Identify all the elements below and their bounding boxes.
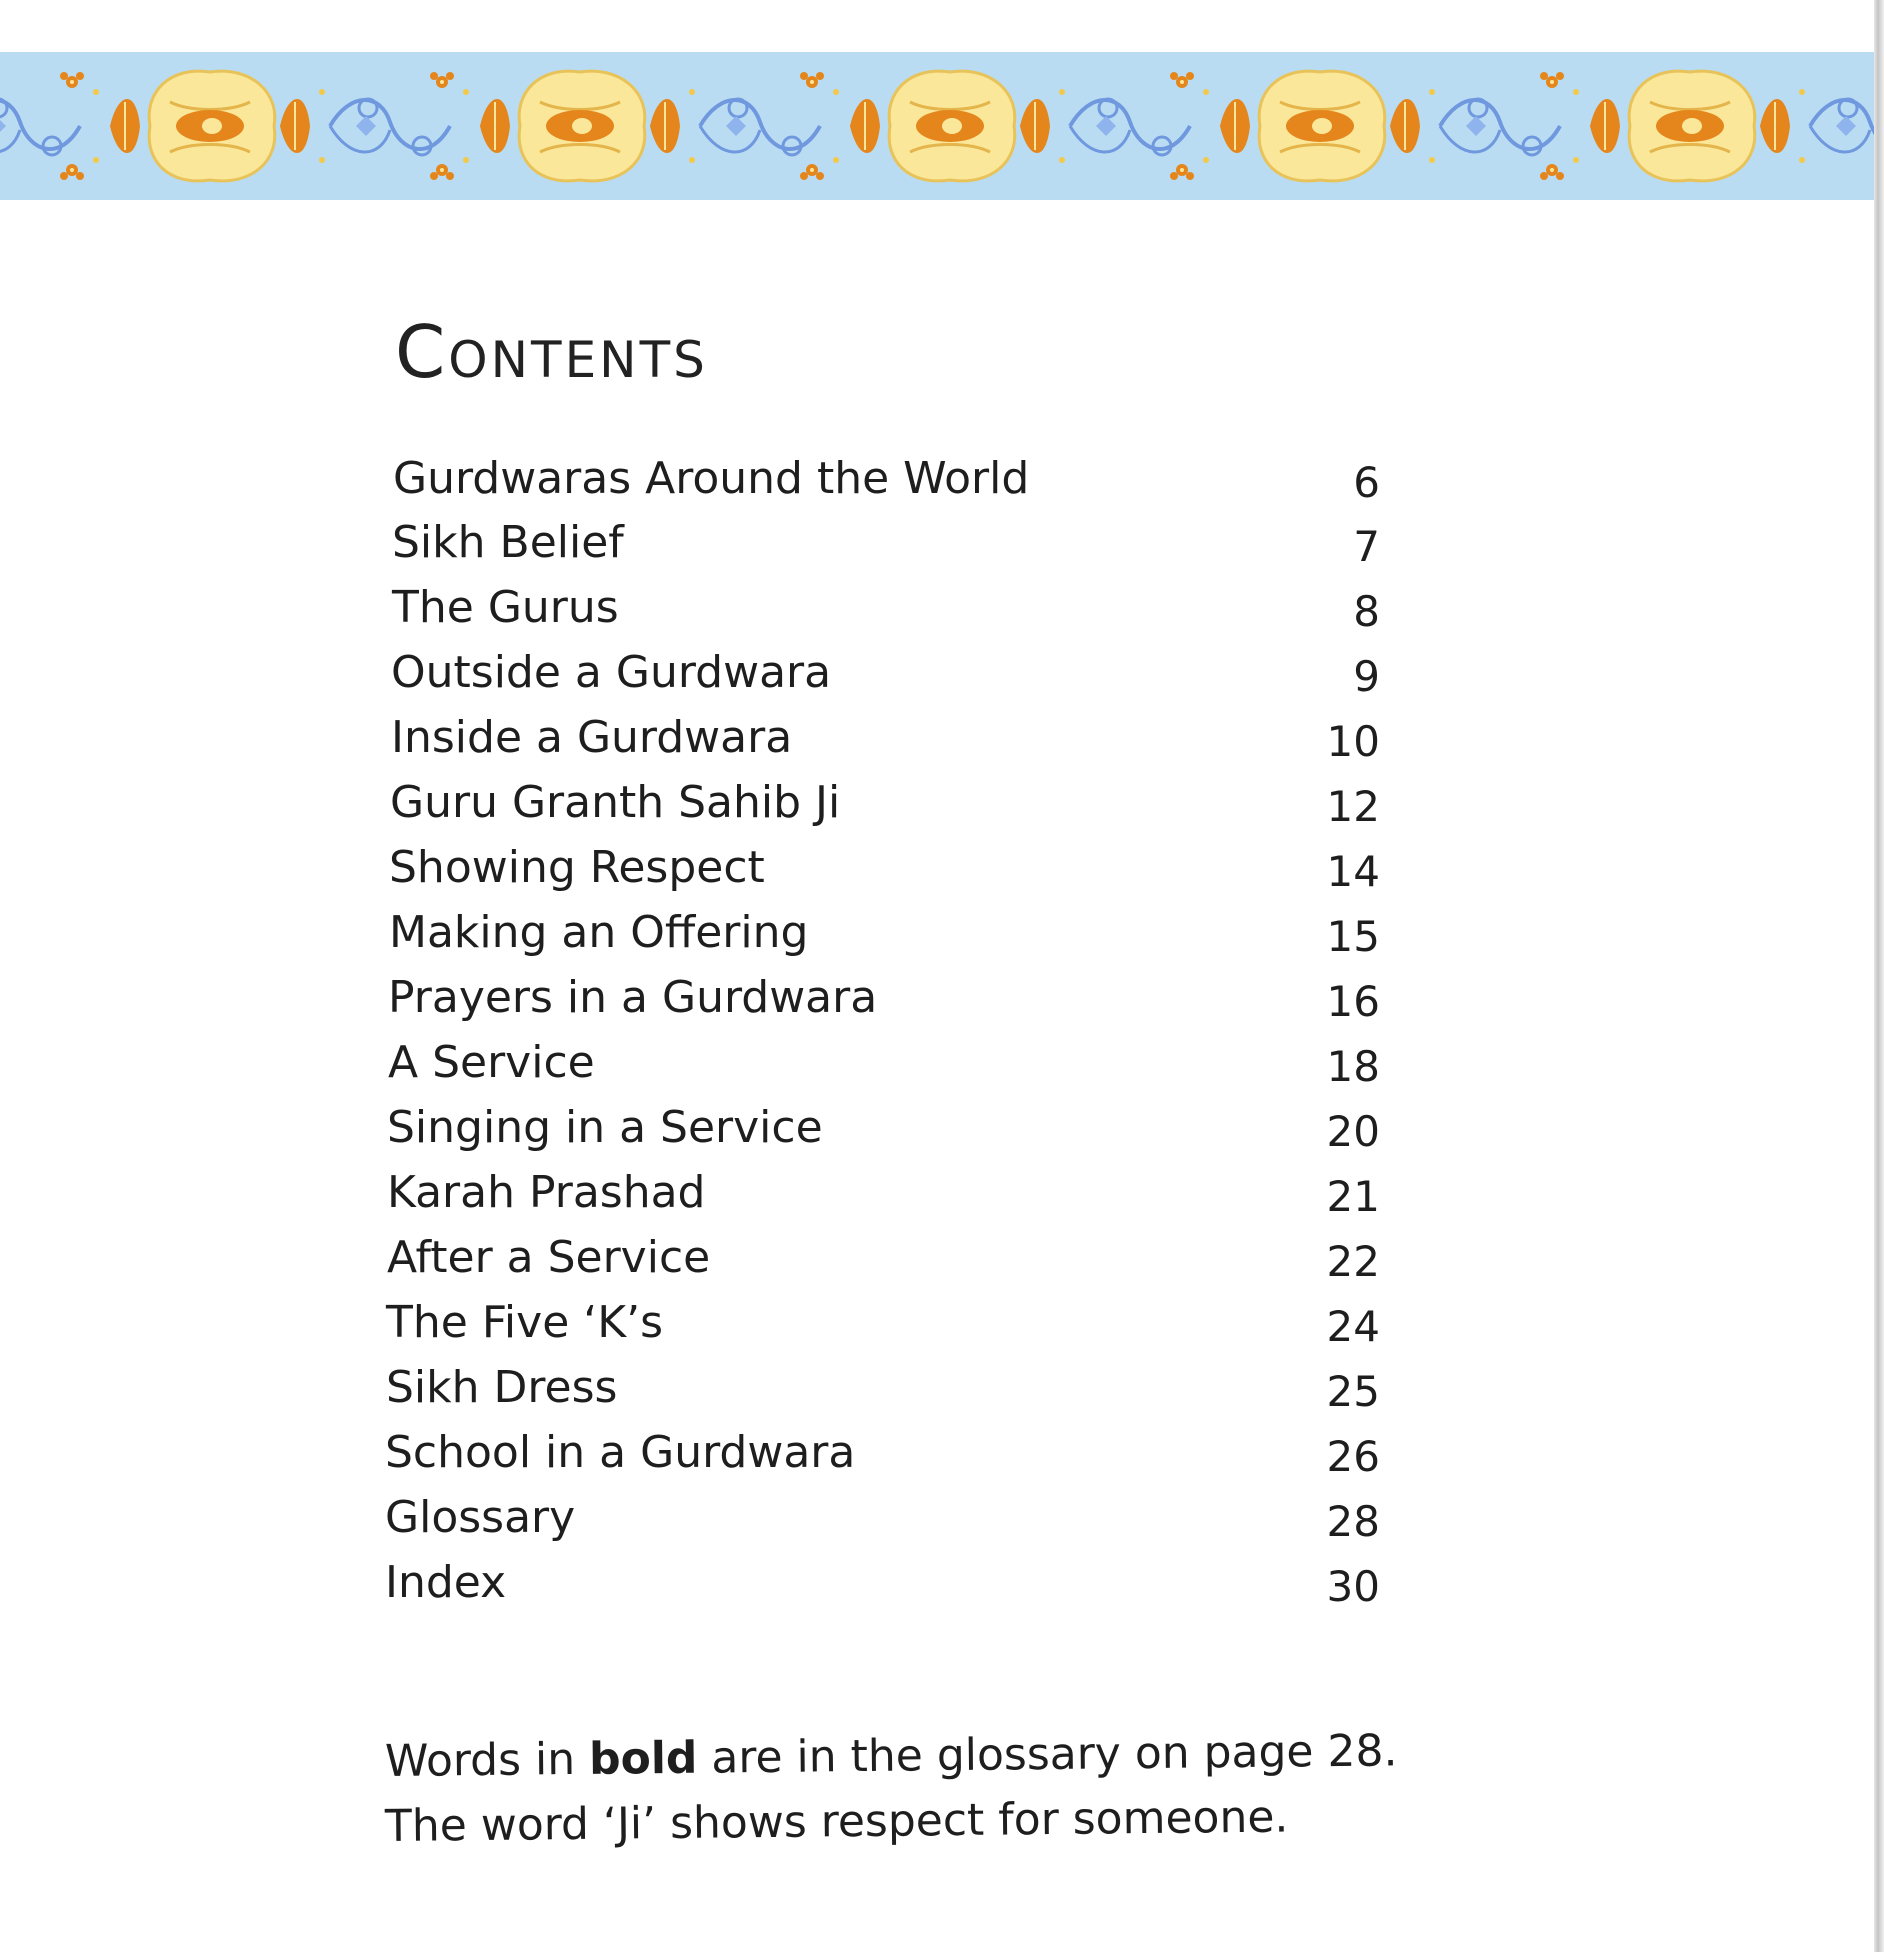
toc-entry-title: Karah Prashad (387, 1167, 706, 1218)
toc-entry-title: Outside a Gurdwara (391, 647, 832, 698)
ji-note: The word ‘Ji’ shows respect for someone. (384, 1791, 1289, 1852)
toc-entry-title: Showing Respect (389, 842, 765, 893)
toc-entry-title: After a Service (387, 1232, 711, 1283)
toc-entry-page: 28 (1326, 1497, 1380, 1546)
toc-entry[interactable] (0, 1098, 1884, 1158)
toc-entry[interactable] (0, 708, 1884, 768)
toc-entry[interactable] (0, 838, 1884, 898)
toc-entry-page: 18 (1326, 1042, 1380, 1091)
toc-entry[interactable] (0, 968, 1884, 1028)
toc-entry-title: Guru Granth Sahib Ji (390, 777, 841, 828)
page-title: Contents (395, 310, 708, 394)
toc-entry[interactable] (0, 903, 1884, 963)
toc-entry[interactable] (0, 1358, 1884, 1418)
glossary-note (385, 1721, 1398, 1792)
toc-entry-page: 30 (1326, 1562, 1380, 1611)
toc-entry[interactable] (0, 1293, 1884, 1353)
toc-entry-page: 6 (1353, 458, 1380, 507)
toc-entry[interactable] (0, 1163, 1884, 1223)
toc-entry-page: 20 (1326, 1107, 1380, 1156)
toc-entry-page: 22 (1326, 1237, 1380, 1286)
toc-entry[interactable] (0, 773, 1884, 833)
toc-entry-title: Making an Offering (389, 907, 809, 958)
toc-entry-page: 24 (1326, 1302, 1380, 1351)
toc-entry-title: Glossary (385, 1492, 576, 1543)
toc-entry[interactable] (0, 1228, 1884, 1288)
toc-entry-title: Gurdwaras Around the World (393, 453, 1030, 504)
toc-entry[interactable] (0, 578, 1884, 638)
glossary-note-bold-word: bold (588, 1732, 698, 1785)
toc-entry[interactable] (0, 643, 1884, 703)
toc-entry-page: 7 (1353, 522, 1380, 571)
toc-entry[interactable] (0, 1488, 1884, 1548)
toc-entry[interactable] (0, 513, 1884, 573)
toc-entry-title: Prayers in a Gurdwara (388, 972, 878, 1023)
glossary-note-text: are in the glossary on page 28. (697, 1725, 1398, 1784)
toc-entry-title: School in a Gurdwara (385, 1427, 856, 1478)
toc-entry-title: Inside a Gurdwara (391, 712, 793, 763)
toc-entry-page: 9 (1353, 652, 1380, 701)
toc-entry-title: A Service (388, 1037, 595, 1088)
toc-entry-page: 8 (1353, 587, 1380, 636)
toc-entry-title: Singing in a Service (387, 1102, 823, 1153)
toc-entry[interactable] (0, 1033, 1884, 1093)
toc-entry[interactable] (0, 449, 1884, 509)
toc-entry-title: The Gurus (392, 582, 619, 633)
toc-entry-page: 16 (1326, 977, 1380, 1026)
toc-entry-page: 14 (1326, 847, 1380, 896)
glossary-note-text: Words in (384, 1733, 590, 1787)
toc-entry-page: 12 (1326, 782, 1380, 831)
toc-entry-page: 21 (1326, 1172, 1380, 1221)
toc-entry-title: Index (385, 1557, 507, 1608)
toc-entry-title: Sikh Dress (386, 1362, 618, 1413)
toc-entry-page: 10 (1326, 717, 1380, 766)
toc-entry-page: 25 (1326, 1367, 1380, 1416)
toc-entry[interactable] (0, 1553, 1884, 1613)
toc-entry-title: The Five ‘K’s (386, 1297, 663, 1348)
toc-entry-page: 15 (1326, 912, 1380, 961)
toc-entry-page: 26 (1326, 1432, 1380, 1481)
toc-entry[interactable] (0, 1423, 1884, 1483)
toc-entry-title: Sikh Belief (392, 517, 624, 568)
